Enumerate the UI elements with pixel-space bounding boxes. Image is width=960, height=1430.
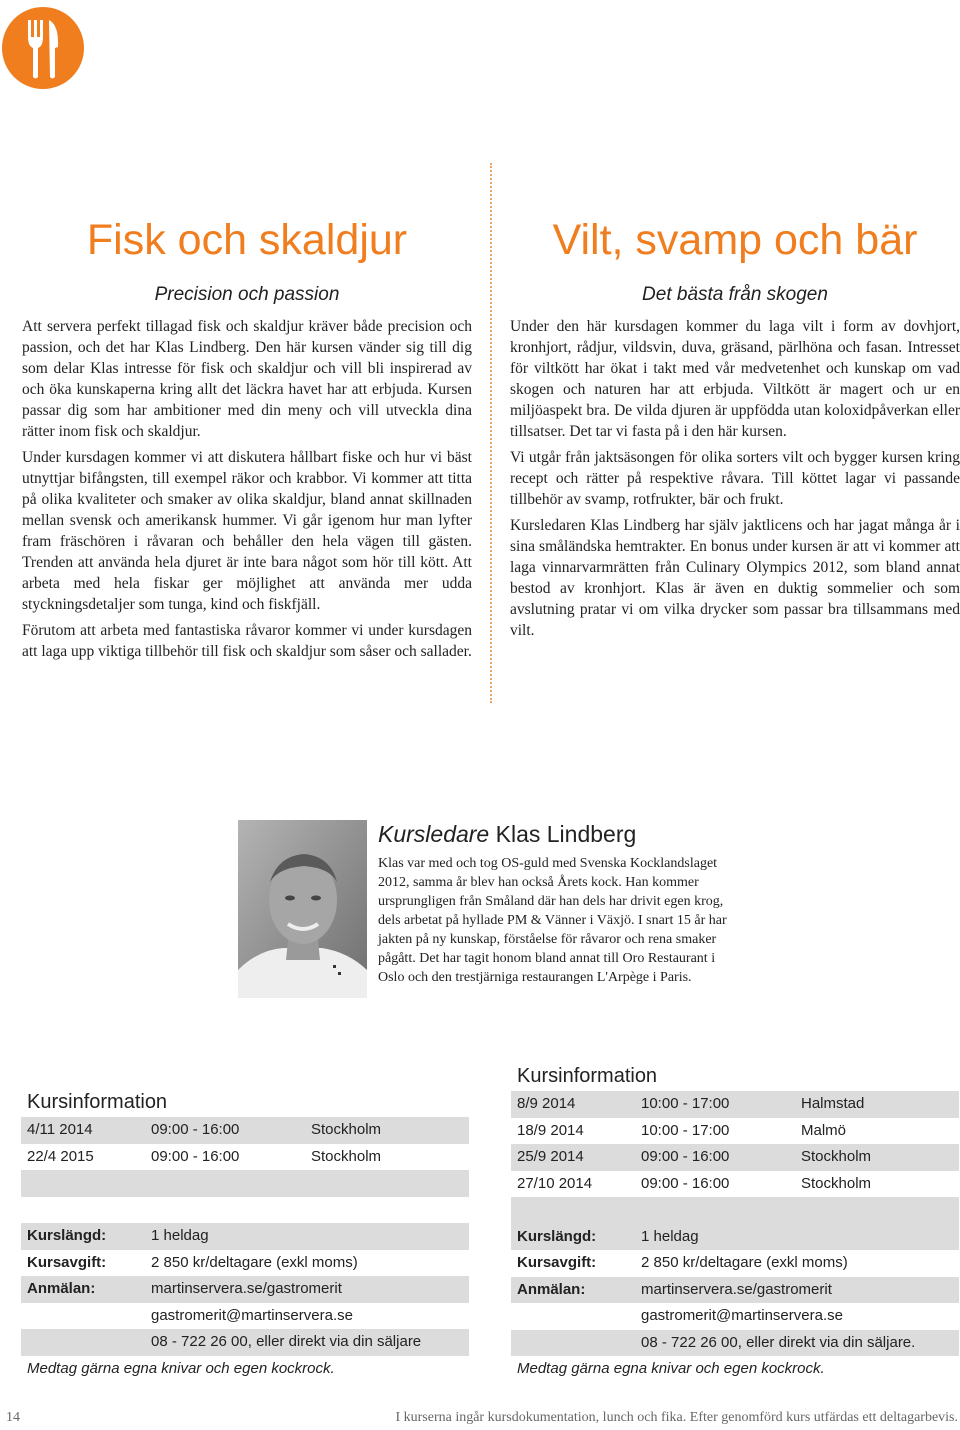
signup-url[interactable]: martinservera.se/gastromerit — [641, 1280, 832, 1298]
detail-row — [511, 1224, 959, 1251]
session-date: 8/9 2014 — [517, 1095, 576, 1112]
fish-course-title: Fisk och skaldjur — [86, 216, 408, 264]
detail-label: Anmälan: — [517, 1280, 586, 1298]
course-info-heading: Kursinformation — [517, 1065, 658, 1087]
signup-email[interactable]: gastromerit@martinservera.se — [641, 1307, 843, 1324]
detail-row — [511, 1250, 959, 1277]
signup-url[interactable]: martinservera.se/gastromerit — [151, 1280, 342, 1297]
session-time: 09:00 - 16:00 — [151, 1147, 240, 1165]
signup-email[interactable]: gastromerit@martinservera.se — [151, 1306, 353, 1324]
signup-phone: 08 - 722 26 00, eller direkt via din säljare — [151, 1333, 422, 1350]
course-info-heading: Kursinformation — [27, 1091, 168, 1113]
course-info-fish — [21, 1087, 469, 1382]
column-divider — [490, 163, 492, 703]
game-course-paragraph: Kursledaren Klas Lindberg har själv jaktlicens och har jagat många år i sina småländska hemtrakter. En bonus under kursen är att vi kommer att laga vinnarvarmrätten från Culinary Olympics 2012, som bland annat bestod av kronhjort. Klas är även en duktig sommelier och som avslutning pratar vi om vilka drycker som passar bra tillsammans med vilt. — [510, 517, 960, 639]
fish-course-section — [22, 214, 472, 667]
detail-label: Kursavgift: — [27, 1253, 107, 1271]
detail-row — [21, 1329, 469, 1356]
fork-knife-icon — [2, 7, 84, 89]
session-date: 27/10 2014 — [517, 1174, 593, 1192]
instructor-bio — [378, 821, 740, 987]
instructor-bio-text: Klas var med och tog OS-guld med Svenska Kocklandslaget 2012, samma år blev han också Årets kock. Han kommer ursprungligen från Småland där han dels har drivit egen krog, dels arbetat på hyllade PM & Vänner i Växjö. I snart 15 år har jakten på ny kunskap, förståelse för råvaror och rena smaker pågått. Det har tagit honom bland annat till Oro Restaurant i Oslo och den trestjärniga restaurangen L'Arpège i Paris. — [378, 856, 727, 985]
detail-value: 2 850 kr/deltagare (exkl moms) — [641, 1254, 848, 1271]
instructor-photo — [238, 820, 367, 998]
game-course-title: Vilt, svamp och bär — [552, 216, 918, 264]
detail-row — [21, 1276, 469, 1303]
fish-course-subtitle: Precision och passion — [154, 284, 340, 305]
signup-phone: 08 - 722 26 00, eller direkt via din säljare. — [641, 1333, 916, 1351]
detail-row — [21, 1303, 469, 1330]
detail-value: 1 heldag — [151, 1227, 209, 1244]
session-place: Halmstad — [801, 1095, 865, 1112]
game-course-subtitle: Det bästa från skogen — [642, 284, 828, 305]
course-note: Medtag gärna egna knivar och egen kockrock. — [27, 1359, 335, 1377]
detail-row — [511, 1303, 959, 1330]
detail-row — [511, 1330, 959, 1357]
game-course-paragraph: Under den här kursdagen kommer du laga vilt i form av dovhjort, kronhjort, rådjur, vildsvin, duva, gräsand, pärlhöna och fasan. Intresset för viltkött har ökat i takt med vår medvetenhet och kunskap om vad skogen och naturen har att erbjuda. Viltkött är magert och ur en miljöaspekt bra. De vilda djuren är uppfödda utan koloxidpåverkan eller tillsatser. Det tar vi fasta på i den här kursen. — [510, 318, 960, 440]
session-place: Malmö — [801, 1121, 847, 1139]
detail-label: Anmälan: — [27, 1280, 96, 1297]
fish-course-paragraph: Under kursdagen kommer vi att diskutera hållbart fiske och hur vi bäst utnyttjar bifångsten, till exempel räkor och krabbor. Vi kommer att titta på olika kvaliteter och smaker av olika skaldjur, bland annat skillnaden mellan svensk och amerikansk hummer. Vi går igenom hur man lyfter fram fräschören i råvaran och behåller den hela vägen till gästen. Trenden att använda hela djuret är inte bara något som hör till kött. Att arbeta med hela fiskar ger möjlighet att använda mer udda styckningsdetaljer som tunga, kind och fiskfjäll. — [22, 449, 472, 613]
instructor-role: Kursledare — [378, 821, 490, 847]
detail-row — [21, 1250, 469, 1277]
session-time: 09:00 - 16:00 — [641, 1174, 730, 1192]
session-row — [511, 1171, 959, 1198]
session-row-empty — [511, 1197, 959, 1224]
detail-row — [21, 1223, 469, 1250]
session-place: Stockholm — [801, 1148, 872, 1165]
session-date: 25/9 2014 — [517, 1148, 584, 1165]
detail-value: 1 heldag — [641, 1227, 699, 1245]
session-place: Stockholm — [311, 1147, 382, 1165]
session-time: 09:00 - 16:00 — [151, 1121, 240, 1138]
course-info-game — [511, 1061, 959, 1383]
session-place: Stockholm — [311, 1121, 382, 1138]
fish-course-paragraph: Att servera perfekt tillagad fisk och skaldjur kräver både precision och passion, och det har Klas Lindberg. Den här kursen vänder sig till dig som delar Klas intresse för fisk och skaldjur och vill bli inspirerad av och öka kunskaperna kring allt det läckra havet har att erbjuda. Kursen passar dig som har ambitioner med din meny och vill utveckla dina rätter inom fisk och skaldjur. — [22, 318, 472, 440]
game-course-paragraph: Vi utgår från jaktsäsongen för olika sorters vilt och bygger kursen kring recept och rätter på respektive råvara. Till köttet lagar vi passande tillbehör av svamp, rotfrukter, bär och frukt. — [510, 449, 960, 508]
instructor-heading — [378, 821, 740, 848]
session-time: 09:00 - 16:00 — [641, 1148, 730, 1165]
detail-row — [511, 1277, 959, 1304]
page-number: 14 — [6, 1410, 20, 1425]
detail-label: Kurslängd: — [517, 1227, 597, 1245]
session-place: Stockholm — [801, 1174, 872, 1192]
session-date: 18/9 2014 — [517, 1121, 584, 1139]
detail-label: Kurslängd: — [27, 1227, 107, 1244]
session-row — [511, 1118, 959, 1145]
detail-label: Kursavgift: — [517, 1254, 597, 1271]
session-row — [511, 1091, 959, 1118]
session-time: 10:00 - 17:00 — [641, 1095, 730, 1112]
session-row-empty — [21, 1170, 469, 1197]
course-note: Medtag gärna egna knivar och egen kockrock. — [517, 1360, 825, 1377]
session-time: 10:00 - 17:00 — [641, 1121, 730, 1139]
game-course-section — [510, 214, 960, 646]
session-date: 22/4 2015 — [27, 1147, 94, 1165]
instructor-name: Klas Lindberg — [495, 821, 637, 847]
fish-course-paragraph: Förutom att arbeta med fantastiska råvaror kommer vi under kursdagen att laga upp viktiga tillbehör till fisk och skaldjur som såser och sallader. — [22, 622, 472, 660]
session-date: 4/11 2014 — [27, 1121, 93, 1138]
session-row — [21, 1144, 469, 1171]
session-row — [511, 1144, 959, 1171]
footer-text: I kurserna ingår kursdokumentation, lunch och fika. Efter genomförd kurs utfärdas ett deltagarbevis. — [395, 1410, 958, 1425]
session-row — [21, 1117, 469, 1144]
detail-value: 2 850 kr/deltagare (exkl moms) — [151, 1253, 358, 1271]
